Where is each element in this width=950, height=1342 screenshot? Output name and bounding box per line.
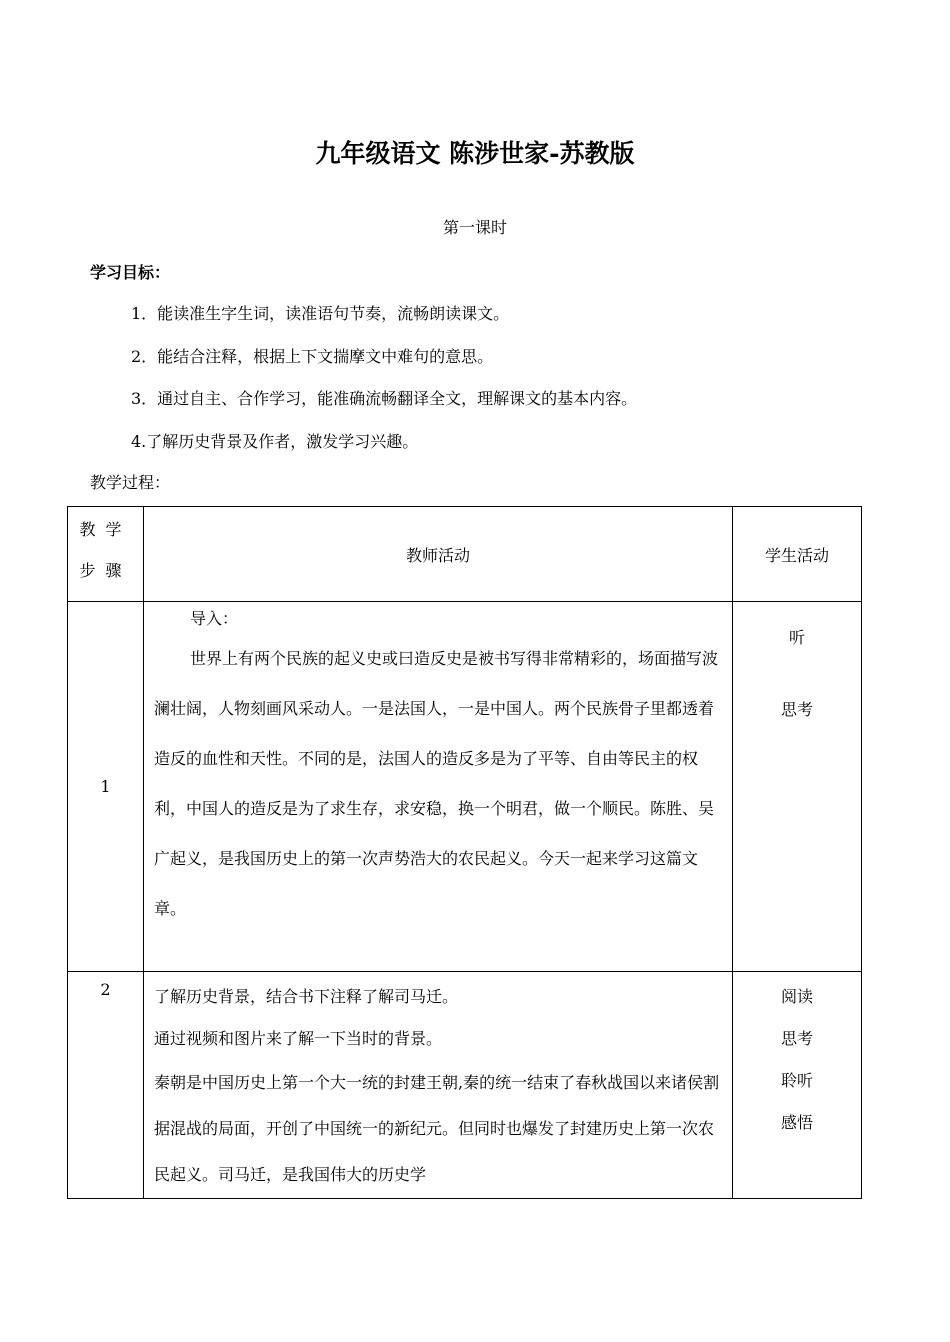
header-step-line2: 步骤 bbox=[79, 561, 132, 580]
lesson-subtitle: 第一课时 bbox=[442, 218, 507, 237]
step-number: 1 bbox=[68, 602, 144, 972]
student-activity-item: 思考 bbox=[780, 700, 813, 719]
student-activity-item: 感悟 bbox=[780, 1113, 813, 1132]
student-activity-item: 听 bbox=[788, 628, 805, 647]
goal-item-1: 1．能读准生字生词，读准语句节奏，流畅朗读课文。 bbox=[131, 304, 510, 323]
student-activity bbox=[733, 972, 862, 1199]
teacher-activity bbox=[144, 602, 733, 972]
process-label: 教学过程： bbox=[90, 473, 171, 492]
student-activity-item: 阅读 bbox=[780, 987, 813, 1006]
teacher-text: 导入： bbox=[190, 609, 239, 628]
teacher-text: 秦朝是中国历史上第一个大一统的封建王朝,秦的统一结束了春秋战国以来诸侯割据混战的局面，开创了中国统一的新纪元。但同时也爆发了封建历史上第一次农民起义。司马迁，是我国伟大的历史学 bbox=[154, 1073, 720, 1184]
document-title: 九年级语文 陈涉世家-苏教版 bbox=[315, 139, 635, 168]
student-activity-item: 聆听 bbox=[780, 1071, 813, 1090]
student-activity-item: 思考 bbox=[780, 1029, 813, 1048]
step-number: 2 bbox=[68, 972, 144, 1199]
table-row bbox=[68, 972, 862, 1199]
header-student: 学生活动 bbox=[733, 507, 862, 602]
table-header-row bbox=[68, 507, 862, 602]
goal-item-2: 2．能结合注释，根据上下文揣摩文中难句的意思。 bbox=[131, 347, 494, 366]
goals-heading: 学习目标： bbox=[90, 263, 171, 282]
table-row bbox=[68, 602, 862, 972]
header-step bbox=[68, 507, 144, 602]
goal-item-4: 4.了解历史背景及作者，激发学习兴趣。 bbox=[131, 432, 419, 451]
goal-item-3: 3．通过自主、合作学习，能准确流畅翻译全文，理解课文的基本内容。 bbox=[131, 389, 638, 408]
teacher-text: 世界上有两个民族的起义史或曰造反史是被书写得非常精彩的，场面描写波澜壮阔，人物刻画风采动人。一是法国人，一是中国人。两个民族骨子里都透着造反的血性和天性。不同的是，法国人的造反多是为了平等、自由等民主的权利，中国人的造反是为了求生存，求安稳，换一个明君，做一个顺民。陈胜、吴广起义，是我国历史上的第一次声势浩大的农民起义。今天一起来学习这篇文章。 bbox=[154, 649, 719, 918]
header-step-line1: 教学 bbox=[79, 520, 132, 539]
student-activity bbox=[733, 602, 862, 972]
teacher-text: 了解历史背景，结合书下注释了解司马迁。 bbox=[154, 987, 459, 1006]
teacher-text: 通过视频和图片来了解一下当时的背景。 bbox=[154, 1029, 443, 1048]
teacher-activity bbox=[144, 972, 733, 1199]
header-teacher: 教师活动 bbox=[144, 507, 733, 602]
lesson-table bbox=[67, 506, 862, 1199]
